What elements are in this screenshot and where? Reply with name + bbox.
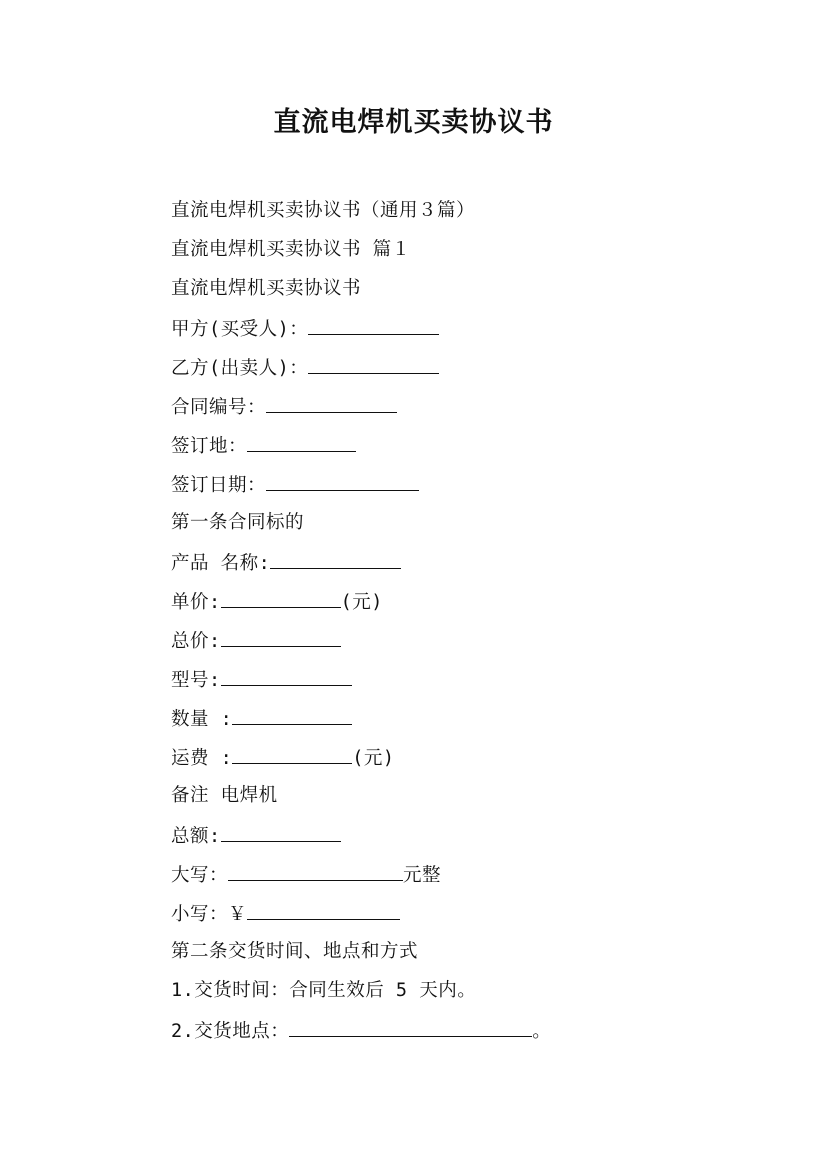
document-title: 直流电焊机买卖协议书 <box>273 107 554 138</box>
fill-in-blank <box>270 546 401 569</box>
field-suffix: 。 <box>532 1021 552 1042</box>
field-label: 小写：￥ <box>171 904 248 925</box>
field-party-a <box>171 312 771 351</box>
field-label: 型号: <box>171 670 221 691</box>
field-suffix: (元) <box>340 592 383 613</box>
field-total-price <box>171 624 771 663</box>
fill-in-blank <box>232 702 352 725</box>
fill-in-blank <box>221 663 352 686</box>
field-party-b <box>171 351 771 390</box>
line-delivery-time <box>171 975 771 1014</box>
field-label: 产品 名称: <box>171 553 271 574</box>
line-text: 1.交货时间：合同生效后 5 天内。 <box>171 980 477 1001</box>
field-label: 乙方(出卖人)： <box>171 358 309 379</box>
line-remarks <box>171 780 771 819</box>
field-freight <box>171 741 771 780</box>
field-delivery-place <box>171 1014 771 1053</box>
field-label: 总价: <box>171 631 221 652</box>
line-text: 第一条合同标的 <box>171 512 305 533</box>
field-label: 大写： <box>171 865 229 886</box>
line-text: 第二条交货时间、地点和方式 <box>171 941 419 962</box>
line-heading-collection <box>171 195 771 234</box>
line-heading-part <box>171 234 771 273</box>
fill-in-blank <box>247 897 400 920</box>
field-product-name <box>171 546 771 585</box>
field-total-amount <box>171 819 771 858</box>
fill-in-blank <box>266 468 419 491</box>
section-heading-1 <box>171 507 771 546</box>
fill-in-blank <box>221 624 341 647</box>
fill-in-blank <box>221 585 341 608</box>
field-signing-date <box>171 468 771 507</box>
fill-in-blank <box>308 351 439 374</box>
field-quantity <box>171 702 771 741</box>
field-label: 签订日期： <box>171 475 267 496</box>
field-label: 单价: <box>171 592 221 613</box>
fill-in-blank <box>232 741 352 764</box>
field-contract-number <box>171 390 771 429</box>
line-text: 直流电焊机买卖协议书 篇１ <box>171 239 411 260</box>
field-signing-place <box>171 429 771 468</box>
document-body <box>171 195 771 1053</box>
field-suffix: 元整 <box>403 865 442 886</box>
field-label: 甲方(买受人)： <box>171 319 309 340</box>
field-model <box>171 663 771 702</box>
field-unit-price <box>171 585 771 624</box>
field-label: 总额: <box>171 826 221 847</box>
section-heading-2 <box>171 936 771 975</box>
field-amount-in-figures <box>171 897 771 936</box>
field-label: 合同编号： <box>171 397 267 418</box>
field-label: 2.交货地点： <box>171 1021 290 1042</box>
field-suffix: (元) <box>352 748 395 769</box>
field-label: 运费 : <box>171 748 233 769</box>
fill-in-blank <box>221 819 341 842</box>
line-text: 直流电焊机买卖协议书（通用３篇） <box>171 200 476 221</box>
field-label: 数量 : <box>171 709 233 730</box>
fill-in-blank <box>266 390 397 413</box>
fill-in-blank <box>247 429 356 452</box>
line-text: 直流电焊机买卖协议书 <box>171 278 362 299</box>
fill-in-blank <box>228 858 403 881</box>
line-heading-agreement <box>171 273 771 312</box>
fill-in-blank <box>289 1014 532 1037</box>
line-text: 备注 电焊机 <box>171 785 278 806</box>
fill-in-blank <box>308 312 439 335</box>
field-label: 签订地： <box>171 436 248 457</box>
field-amount-in-words <box>171 858 771 897</box>
